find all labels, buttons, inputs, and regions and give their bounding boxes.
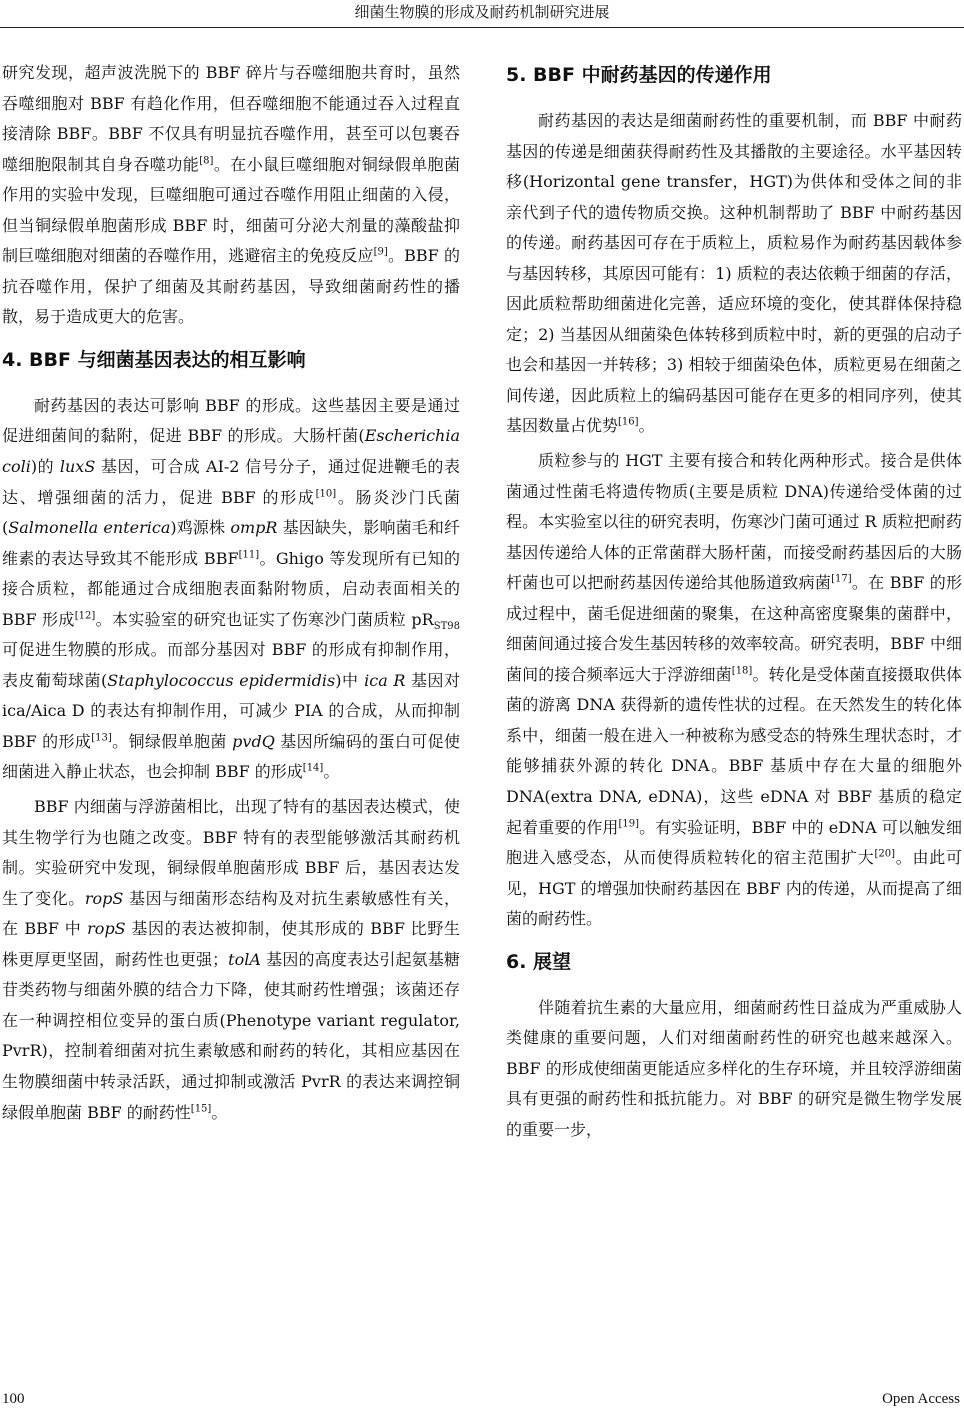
italic-term: Salmonella enterica <box>8 518 171 538</box>
text-run: 。BBF 的抗吞噬作用，保护了细菌及其耐药基因，导致细菌耐药性的播散，易于造成更大的危害。 <box>2 246 460 327</box>
text-run: 。Ghigo 等发现所有已知的接合质粒，都能通过合成细胞表面黏附物质，启动表面相关的 BBF 形成 <box>2 548 460 629</box>
section-heading-5: 5. BBF 中耐药基因的传递作用 <box>506 64 772 86</box>
citation-reference: [11] <box>238 549 260 561</box>
text-run: 伴随着抗生素的大量应用，细菌耐药性日益成为严重威胁人类健康的重要问题，人们对细菌耐药性的研究也越来越深入。BBF 的形成使细菌更能适应多样化的生存环境，并且较浮游细菌具有更强的耐药性和抵抗能力。对 BBF 的研究是微生物学发展的重要一步， <box>506 997 962 1139</box>
paragraph-outlook <box>506 993 962 1146</box>
page-number: 100 <box>2 1391 25 1407</box>
journal-article-title: 细菌生物膜的形成及耐药机制研究进展 <box>354 3 610 21</box>
page-footer <box>0 1385 964 1414</box>
italic-term: ica R <box>364 670 406 690</box>
text-run: 基因与细菌形态结构及对抗生素敏感性有关，在 BBF 中 <box>2 888 460 939</box>
citation-reference: [14] <box>302 763 324 775</box>
journal-name: Open Access <box>882 1391 960 1407</box>
citation-reference: [9] <box>373 246 388 258</box>
italic-term: ropS <box>87 919 126 939</box>
citation-reference: [19] <box>618 818 640 830</box>
text-run: 基因的高度表达引起氨基糖苷类药物与细菌外膜的结合力下降，使其耐药性增强；该菌还存在一种调控相位变异的蛋白质(Phenotype variant regulator, PvrR)，控制着细菌对抗生素敏感和耐药的转化，其相应基因在生物膜细菌中转录活跃，通过抑制或激活 PvrR 的表达来调控铜绿假单胞菌 BBF 的耐药性 <box>2 949 460 1122</box>
text-run: 。肠炎沙门氏菌( <box>2 487 460 538</box>
running-header <box>0 0 964 28</box>
text-run: 基因缺失，影响菌毛和纤维素的表达导致其不能形成 BBF <box>2 518 460 568</box>
text-run: 。转化是受体菌直接摄取供体菌的游离 DNA 获得新的遗传性状的过程。在天然发生的转化体系中，细菌一般在进入一种被称为感受态的特殊生理状态时，才能够捕获外源的转化 DNA。BBF 基质中存在大量的细胞外 DNA(extra DNA, eDNA)，这些 eDNA 对 BBF 基质的稳定起着重要的作用 <box>506 664 962 837</box>
italic-term: luxS <box>59 457 96 477</box>
italic-term: ropS <box>84 888 124 908</box>
citation-reference: [16] <box>618 417 639 429</box>
citation-reference: [17] <box>831 573 852 585</box>
text-run: 。由此可见，HGT 的增强加快耐药基因在 BBF 内的传递，从而提高了细菌的耐药性。 <box>506 848 962 929</box>
text-run: 。有实验证明，BBF 中的 eDNA 可以触发细胞进入感受态，从而使得质粒转化的宿主范围扩大 <box>506 817 962 868</box>
italic-term: Staphylococcus epidermidis <box>107 670 336 690</box>
paragraph-phagocytosis <box>2 58 460 333</box>
text-run: 质粒参与的 HGT 主要有接合和转化两种形式。接合是供体菌通过性菌毛将遗传物质(主要是质粒 DNA)传递给受体菌的过程。本实验室以往的研究表明，伤寒沙门菌可通过 R 质粒把耐药基因传递给人体的正常菌群大肠杆菌，而接受耐药基因后的大肠杆菌也可以把耐药基因传递给其他肠道致病菌 <box>506 451 962 593</box>
text-run: )鸡源株 <box>170 518 231 538</box>
text-run: 基因，可合成 AI-2 信号分子，通过促进鞭毛的表达、增强细菌的活力，促进 BBF 的形成 <box>2 457 460 507</box>
text-run: 基因所编码的蛋白可促使细菌进入静止状态，也会抑制 BBF 的形成 <box>2 731 460 782</box>
text-run: 。 <box>323 762 340 782</box>
text-run: 可促进生物膜的形成。而部分基因对 BBF 的形成有抑制作用，表皮葡萄球菌( <box>2 640 460 690</box>
paragraph-expression-pattern <box>2 792 460 1128</box>
text-run: BBF 内细菌与浮游菌相比，出现了特有的基因表达模式，使其生物学行为也随之改变。BBF 特有的表型能够激活其耐药机制。实验研究中发现，铜绿假单胞菌形成 BBF 后，基因表达发生了变化。 <box>2 797 460 908</box>
text-run: 。 <box>211 1102 228 1122</box>
section-heading-6: 6. 展望 <box>506 950 572 973</box>
text-run: 。本实验室的研究也证实了伤寒沙门菌质粒 pR <box>95 609 434 629</box>
paragraph-hgt <box>506 106 962 442</box>
citation-reference: [10] <box>315 488 337 500</box>
citation-reference: [20] <box>874 848 895 860</box>
italic-term: Escherichia coli <box>2 426 460 477</box>
right-column <box>506 58 962 1146</box>
text-run: 耐药基因的表达可影响 BBF 的形成。这些基因主要是通过促进细菌间的黏附，促进 BBF 的形成。大肠杆菌( <box>2 395 460 446</box>
italic-term: tolA <box>228 949 261 969</box>
left-column <box>2 58 460 1128</box>
paragraph-gene-expression <box>2 391 460 788</box>
text-run: 。 <box>638 416 655 436</box>
text-run: 研究发现，超声波洗脱下的 BBF 碎片与吞噬细胞共育时，虽然吞噬细胞对 BBF 有趋化作用，但吞噬细胞不能通过吞入过程直接清除 BBF。BBF 不仅具有明显抗吞噬作用，甚至可以包裹吞噬细胞限制其自身吞噬功能 <box>2 63 460 174</box>
citation-reference: [12] <box>74 610 96 622</box>
text-run: 耐药基因的表达是细菌耐药性的重要机制，而 BBF 中耐药基因的传递是细菌获得耐药性及其播散的主要途径。水平基因转移(Horizontal gene transfer，HGT)为供体和受体之间的非亲代到子代的遗传物质交换。这种机制帮助了 BBF 中耐药基因的传递。耐药基因可存在于质粒上，质粒易作为耐药基因载体参与基因转移，其原因可能有：1) 质粒的表达依赖于细菌的存活，因此质粒帮助细菌进化完善，适应环境的变化，使其群体保持稳定；2) 当基因从细菌染色体转移到质粒中时，新的更强的启动子也会和基因一并转移；3) 相较于细菌染色体，质粒更易在细菌之间传递，因此质粒上的编码基因可能存在更多的相同序列，使其基因数量占优势 <box>506 111 962 436</box>
citation-reference: [15] <box>190 1103 212 1115</box>
citation-reference: [18] <box>731 665 753 677</box>
italic-term: ompR <box>230 518 278 538</box>
section-heading-4: 4. BBF 与细菌基因表达的相互影响 <box>2 348 306 371</box>
citation-reference: [13] <box>91 732 112 744</box>
text-run: 。在 BBF 的形成过程中，菌毛促进细菌的聚集，在这种高密度聚集的菌群中，细菌间通过接合发生基因转移的效率较高。研究表明，BBF 中细菌间的接合频率远大于浮游细菌 <box>506 573 962 684</box>
text-run: 。在小鼠巨噬细胞对铜绿假单胞菌作用的实验中发现，巨噬细胞可通过吞噬作用阻止细菌的入侵，但当铜绿假单胞菌形成 BBF 时，细菌可分泌大剂量的藻酸盐抑制巨噬细胞对细菌的吞噬作用，逃避宿主的免疫反应 <box>2 154 460 266</box>
citation-reference: [8] <box>199 155 214 167</box>
subscript: ST98 <box>433 620 460 632</box>
italic-term: pvdQ <box>232 731 275 751</box>
text-run: )的 <box>30 457 60 477</box>
text-run: 基因的表达被抑制，使其形成的 BBF 比野生株更厚更坚固，耐药性也更强； <box>2 919 460 969</box>
paragraph-conjugation-transformation <box>506 446 962 935</box>
text-run: )中 <box>335 670 365 690</box>
text-run: 。铜绿假单胞菌 <box>111 731 233 751</box>
text-run: 基因对 ica/Aica D 的表达有抑制作用，可减少 PIA 的合成，从而抑制 BBF 的形成 <box>2 670 460 751</box>
